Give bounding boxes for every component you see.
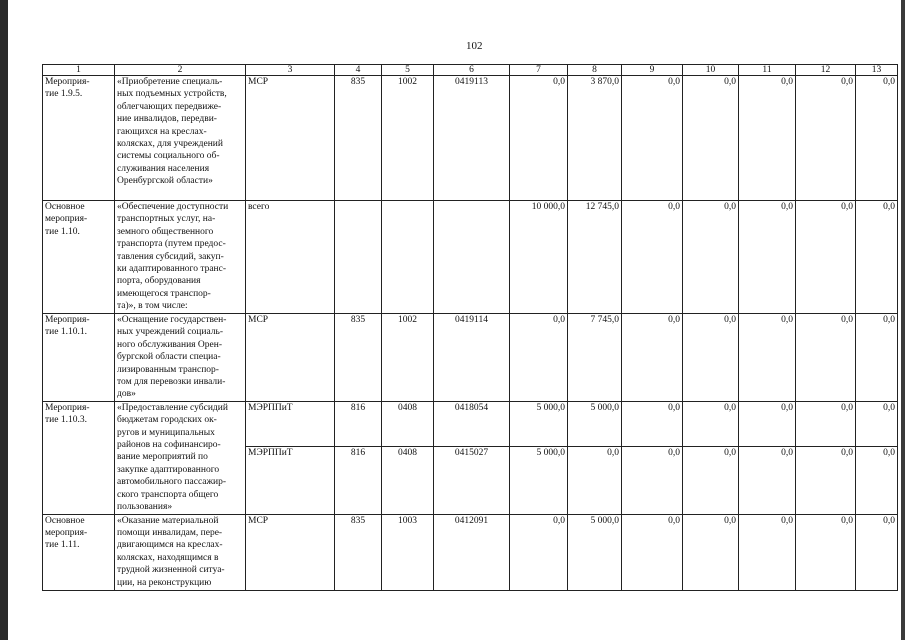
value-cell: 0,0 bbox=[796, 314, 856, 402]
measure-description-cell: «Обеспечение доступности транспортных услуг, на- земного общественного транспорта (путем предос- тавления субсидий, закуп- ки адаптированного транс- порта, оборудования имеющегося транспор- та)», в том числе: bbox=[115, 201, 246, 314]
value-cell: 0,0 bbox=[856, 76, 898, 201]
code-cell: 1003 bbox=[382, 514, 434, 590]
value-cell: 0,0 bbox=[796, 401, 856, 446]
scan-edge-right bbox=[901, 0, 905, 640]
value-cell: 0,0 bbox=[510, 76, 568, 201]
code-cell: 0408 bbox=[382, 446, 434, 514]
value-cell: 5 000,0 bbox=[568, 514, 622, 590]
value-cell: 0,0 bbox=[568, 446, 622, 514]
executor-cell: МЭРППиТ bbox=[246, 401, 335, 446]
value-cell: 0,0 bbox=[856, 201, 898, 314]
value-cell: 0,0 bbox=[683, 446, 739, 514]
column-header: 9 bbox=[622, 65, 683, 76]
value-cell: 0,0 bbox=[739, 314, 796, 402]
scan-edge-left bbox=[0, 0, 8, 640]
executor-cell: МСР bbox=[246, 514, 335, 590]
measure-description-cell: «Оснащение государствен- ных учреждений социаль- ного обслуживания Орен- бургской области специа- лизированным транспор- том для перевозки инвали- дов» bbox=[115, 314, 246, 402]
code-cell: 0412091 bbox=[434, 514, 510, 590]
measure-id-cell: Мероприя- тие 1.9.5. bbox=[43, 76, 115, 201]
value-cell: 0,0 bbox=[622, 76, 683, 201]
code-cell: 1002 bbox=[382, 314, 434, 402]
code-cell: 0418054 bbox=[434, 401, 510, 446]
value-cell: 0,0 bbox=[683, 314, 739, 402]
value-cell: 0,0 bbox=[796, 446, 856, 514]
value-cell: 0,0 bbox=[856, 446, 898, 514]
value-cell: 0,0 bbox=[510, 514, 568, 590]
measure-id-cell: Основное мероприя- тие 1.11. bbox=[43, 514, 115, 590]
column-header: 5 bbox=[382, 65, 434, 76]
value-cell: 0,0 bbox=[683, 514, 739, 590]
page-number: 102 bbox=[466, 40, 483, 52]
value-cell: 0,0 bbox=[510, 314, 568, 402]
executor-cell: МСР bbox=[246, 76, 335, 201]
table-row bbox=[43, 514, 898, 590]
column-header: 2 bbox=[115, 65, 246, 76]
value-cell: 0,0 bbox=[622, 314, 683, 402]
code-cell: 835 bbox=[335, 76, 382, 201]
code-cell: 0419113 bbox=[434, 76, 510, 201]
value-cell: 12 745,0 bbox=[568, 201, 622, 314]
value-cell: 0,0 bbox=[796, 514, 856, 590]
measure-id-cell: Мероприя- тие 1.10.1. bbox=[43, 314, 115, 402]
column-header: 6 bbox=[434, 65, 510, 76]
value-cell: 0,0 bbox=[739, 201, 796, 314]
column-header: 13 bbox=[856, 65, 898, 76]
measure-description-cell: «Оказание материальной помощи инвалидам, пере- двигающимся на креслах- колясках, находящимся в трудной жизненной ситуа- ции, на реконструкцию bbox=[115, 514, 246, 590]
value-cell: 0,0 bbox=[796, 76, 856, 201]
table-row bbox=[43, 201, 898, 314]
value-cell: 3 870,0 bbox=[568, 76, 622, 201]
column-header: 4 bbox=[335, 65, 382, 76]
executor-cell: МЭРППиТ bbox=[246, 446, 335, 514]
value-cell: 0,0 bbox=[739, 514, 796, 590]
value-cell: 0,0 bbox=[622, 446, 683, 514]
value-cell: 0,0 bbox=[683, 76, 739, 201]
code-cell bbox=[335, 201, 382, 314]
value-cell: 5 000,0 bbox=[510, 401, 568, 446]
budget-table bbox=[42, 64, 898, 591]
value-cell: 0,0 bbox=[622, 201, 683, 314]
code-cell: 816 bbox=[335, 446, 382, 514]
value-cell: 10 000,0 bbox=[510, 201, 568, 314]
code-cell: 0419114 bbox=[434, 314, 510, 402]
value-cell: 0,0 bbox=[856, 314, 898, 402]
code-cell bbox=[434, 201, 510, 314]
measure-description-cell: «Предоставление субсидий бюджетам городских ок- ругов и муниципальных районов на софинансиро- вание мероприятий по закупке адаптированного автомобильного пассажир- ского транспорта общего пользования» bbox=[115, 401, 246, 514]
column-header: 12 bbox=[796, 65, 856, 76]
table-row bbox=[43, 76, 898, 201]
column-header: 7 bbox=[510, 65, 568, 76]
code-cell: 835 bbox=[335, 314, 382, 402]
code-cell bbox=[382, 201, 434, 314]
table-row bbox=[43, 314, 898, 402]
measure-id-cell: Мероприя- тие 1.10.3. bbox=[43, 401, 115, 514]
code-cell: 1002 bbox=[382, 76, 434, 201]
value-cell: 0,0 bbox=[796, 201, 856, 314]
value-cell: 0,0 bbox=[856, 401, 898, 446]
value-cell: 0,0 bbox=[739, 401, 796, 446]
measure-id-cell: Основное мероприя- тие 1.10. bbox=[43, 201, 115, 314]
value-cell: 0,0 bbox=[622, 401, 683, 446]
value-cell: 0,0 bbox=[856, 514, 898, 590]
column-header: 8 bbox=[568, 65, 622, 76]
measure-description-cell: «Приобретение специаль- ных подъемных устройств, облегчающих передвиже- ние инвалидов, передви- гающихся на креслах- колясках, для учреждений системы социального об- служивания населения Оренбургской области» bbox=[115, 76, 246, 201]
value-cell: 5 000,0 bbox=[510, 446, 568, 514]
column-header: 1 bbox=[43, 65, 115, 76]
value-cell: 0,0 bbox=[683, 201, 739, 314]
code-cell: 816 bbox=[335, 401, 382, 446]
column-header: 11 bbox=[739, 65, 796, 76]
executor-cell: МСР bbox=[246, 314, 335, 402]
column-header: 3 bbox=[246, 65, 335, 76]
code-cell: 0415027 bbox=[434, 446, 510, 514]
value-cell: 0,0 bbox=[622, 514, 683, 590]
value-cell: 0,0 bbox=[683, 401, 739, 446]
value-cell: 7 745,0 bbox=[568, 314, 622, 402]
value-cell: 0,0 bbox=[739, 76, 796, 201]
table-row bbox=[43, 401, 898, 446]
code-cell: 0408 bbox=[382, 401, 434, 446]
code-cell: 835 bbox=[335, 514, 382, 590]
value-cell: 5 000,0 bbox=[568, 401, 622, 446]
column-header: 10 bbox=[683, 65, 739, 76]
executor-cell: всего bbox=[246, 201, 335, 314]
value-cell: 0,0 bbox=[739, 446, 796, 514]
table-header-row bbox=[43, 65, 898, 76]
